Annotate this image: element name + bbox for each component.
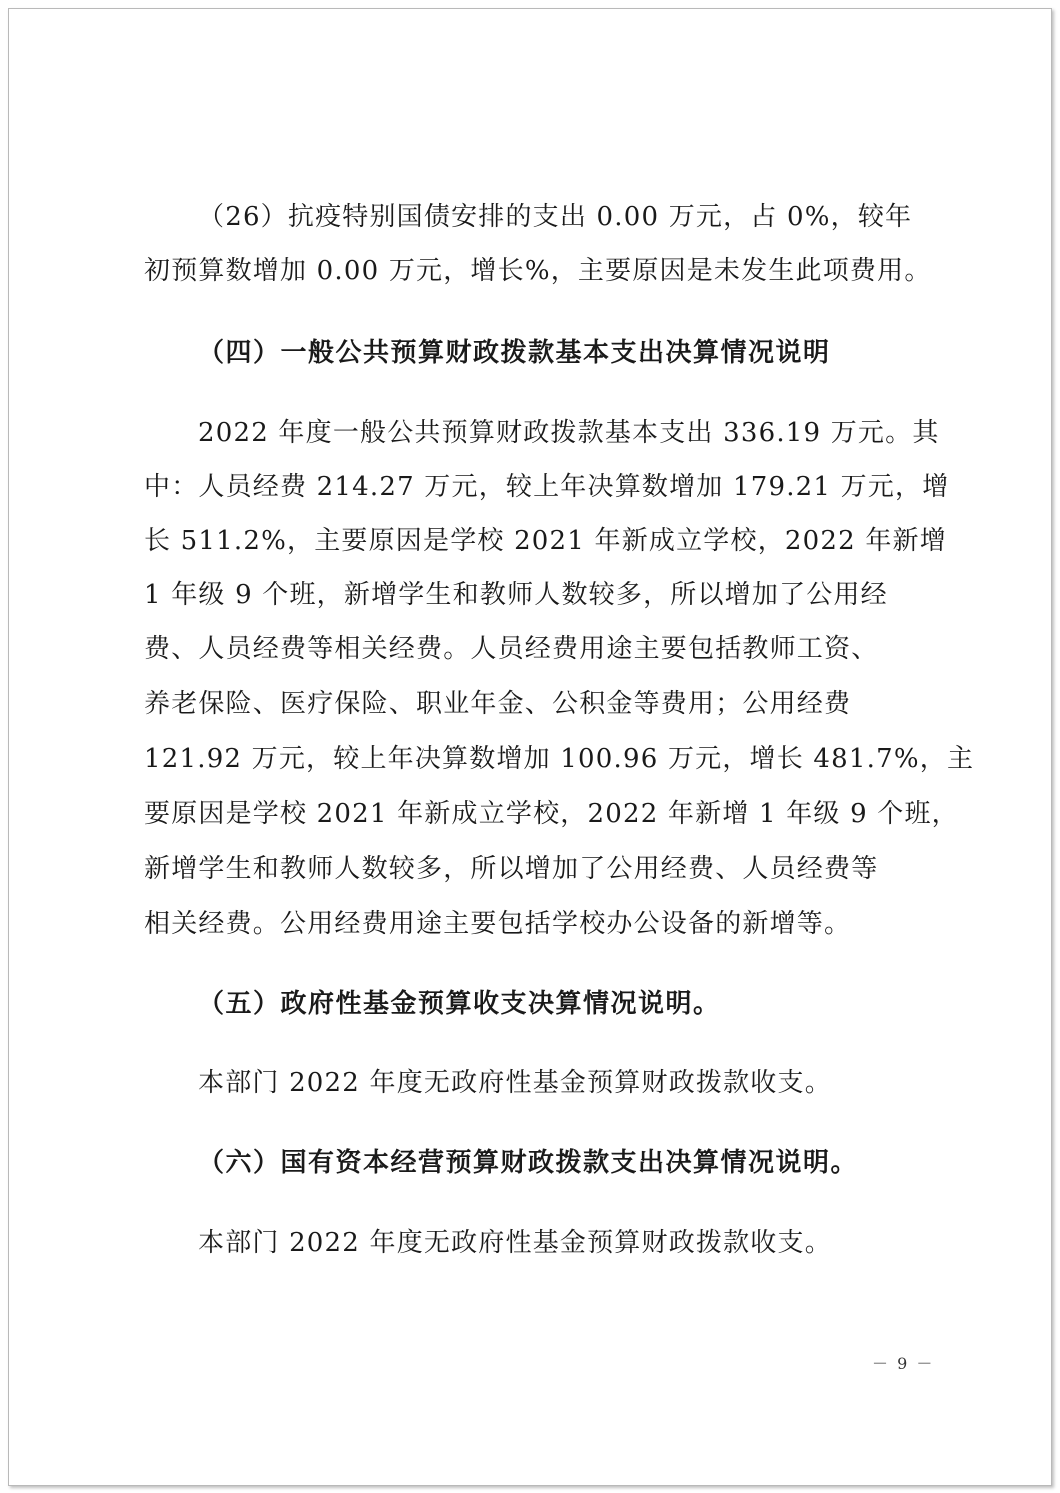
- para4-line-9: 新增学生和教师人数较多，所以增加了公用经费、人员经费等: [144, 854, 879, 884]
- para4-line-4: 1 年级 9 个班，新增学生和教师人数较多，所以增加了公用经: [144, 580, 888, 610]
- para5-line: 本部门 2022 年度无政府性基金预算财政拨款收支。: [198, 1068, 832, 1098]
- para4-line-10: 相关经费。公用经费用途主要包括学校办公设备的新增等。: [144, 909, 852, 939]
- para4-line-5: 费、人员经费等相关经费。人员经费用途主要包括教师工资、: [144, 634, 879, 664]
- para4-line-7: 121.92 万元，较上年决算数增加 100.96 万元，增长 481.7%，主: [144, 744, 975, 774]
- page-number: － 9 －: [872, 1354, 935, 1373]
- para6-line: 本部门 2022 年度无政府性基金预算财政拨款收支。: [198, 1228, 832, 1258]
- section-heading-5: （五）政府性基金预算收支决算情况说明。: [198, 989, 721, 1019]
- text-line-26-2: 初预算数增加 0.00 万元，增长%，主要原因是未发生此项费用。: [144, 256, 932, 286]
- para4-line-2: 中：人员经费 214.27 万元，较上年决算数增加 179.21 万元，增: [144, 472, 950, 502]
- section-heading-6: （六）国有资本经营预算财政拨款支出决算情况说明。: [198, 1148, 859, 1178]
- section-heading-4: （四）一般公共预算财政拨款基本支出决算情况说明: [198, 338, 831, 368]
- para4-line-8: 要原因是学校 2021 年新成立学校，2022 年新增 1 年级 9 个班，: [144, 799, 959, 829]
- para4-line-6: 养老保险、医疗保险、职业年金、公积金等费用；公用经费: [144, 689, 852, 719]
- text-line-26-1: （26）抗疫特别国债安排的支出 0.00 万元，占 0%，较年: [198, 202, 913, 232]
- para4-line-1: 2022 年度一般公共预算财政拨款基本支出 336.19 万元。其: [198, 418, 940, 448]
- para4-line-3: 长 511.2%，主要原因是学校 2021 年新成立学校，2022 年新增: [144, 526, 947, 556]
